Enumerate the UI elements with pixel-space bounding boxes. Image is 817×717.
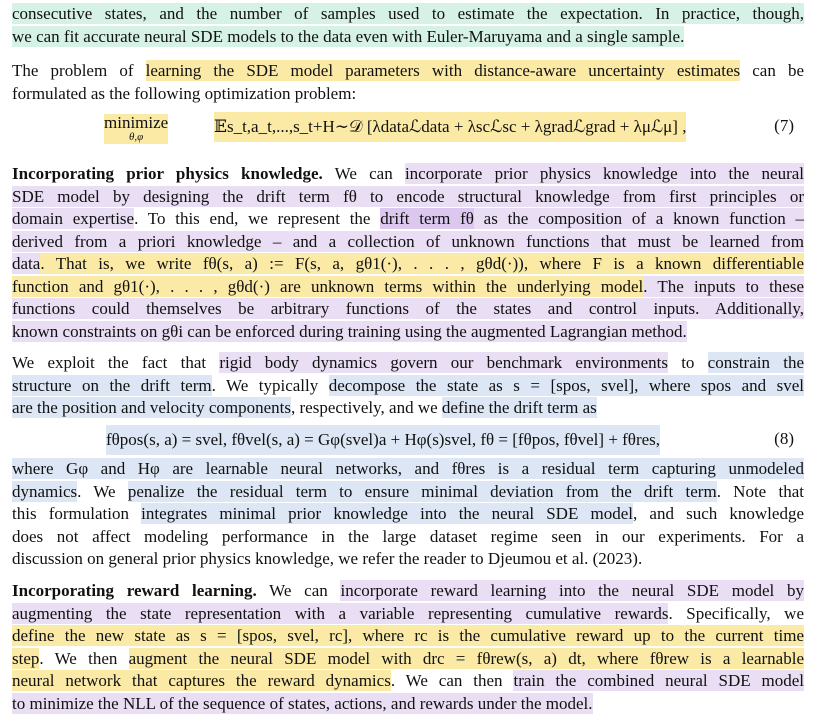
drift-equation-text: fθpos(s, a) = svel, fθvel(s, a) = Gφ(svel)a + Hφ(s)svel, fθ = [fθpos, fθvel] + fθres, [106,430,661,449]
text-line [12,481,804,504]
text-line [12,321,804,344]
text-line [12,603,804,626]
highlight-blue: structure on the drift term [12,375,212,395]
objective-text: 𝔼s_t,a_t,...,s_t+H∼𝒟 [λdataℒdata + λscℒsc + λgradℒgrad + λμℒμ] , [214,117,687,136]
plain-text: this formulation [12,504,142,523]
highlight-lavender: domain expertise [12,209,135,228]
equation-8 [12,425,804,453]
highlight-lavender: augmenting the state representation with a variable representing cumulative rewards [12,603,669,623]
highlight-blue: constrain the [707,353,804,372]
plain-text: formulated as the following optimization problem: [12,83,357,103]
equation-number: (8) [774,429,794,448]
highlight-lavender: . The inputs to these [643,276,804,296]
text-line [12,625,804,648]
text-line [12,3,804,26]
highlight-lavender: incorporate reward learning into the neural SDE model by [340,581,804,600]
highlight-blue: decompose the state as s = [spos, svel], where spos and svel [328,375,805,395]
highlight-yellow: step [12,648,40,668]
plain-text: We exploit the fact that [12,353,220,372]
highlight-blue: where Gφ and Hφ are learnable neural networks, and fθres is a residual term capturing unmodeled [12,459,804,478]
highlight-yellow: define the new state as s = [spos, svel, rc], where rc is the cumulative reward up to the current time [12,626,804,645]
minimize-subscript: θ,φ [128,131,144,143]
highlight-blue: penalize the residual term to ensure minimal deviation from the drift term [127,481,717,501]
highlight-teal: In practice, though, [642,4,804,23]
plain-text: . Specifically, we [668,603,804,623]
highlight-lavender: rigid body dynamics govern our benchmark environments [219,353,668,372]
highlight-lavender: functions could themselves be arbitrary functions of the states and control inputs. Additionally, [12,299,804,318]
plain-text: . We typically [211,375,329,395]
text-line [12,526,804,549]
paragraph-heading: Incorporating reward learning. [12,581,257,600]
text-line [12,276,804,299]
text-line [12,548,804,571]
minimize-label: minimize [104,113,169,132]
plain-text: We can [322,164,405,183]
highlight-lavender: incorporate prior physics knowledge into the neural [404,164,805,183]
plain-text: . To this end, we represent the [134,209,381,228]
text-line [12,670,804,693]
highlight-yellow: augment the neural SDE model with drc = fθrew(s, a) dt, where fθrew is a learnable [128,648,805,668]
highlight-yellow: . That is, we write fθ(s, a) := F(s, a, gθ1(·), . . . , gθd(·)), where F is a known differentiable [40,254,804,273]
plain-text: to [667,353,708,372]
plain-text: , respectively, and we [291,398,442,417]
highlight-lavender: data [12,254,41,273]
text-line [12,580,804,603]
text-line [12,208,804,231]
highlight-blue: integrates minimal prior knowledge into the neural SDE model [141,504,633,523]
text-line [12,231,804,254]
highlight-lavender: known constraints on gθi can be enforced during training using the augmented Lagrangian method. [12,321,687,341]
text-line [12,458,804,481]
plain-text: does not affect modeling performance in the large dataset regime seen in our experiments. For a [12,526,804,546]
minimize-operator [104,114,168,144]
highlight-teal: we can fit accurate neural SDE models to the data even with Euler-Maruyama and a single sample. [12,26,685,46]
highlight-blue: are the position and velocity components [12,398,292,417]
text-line [12,253,804,276]
text-line [12,186,804,209]
plain-text: can be [740,61,804,80]
highlight-yellow: neural network that captures the reward dynamics [12,671,391,690]
highlight-blue: dynamics [12,481,78,501]
plain-text: The problem of [12,61,146,80]
plain-text: We can [256,581,341,600]
plain-text: . We can then [390,671,514,690]
highlight-lavender: as the composition of a known function – [473,209,804,228]
paragraph-residual [12,458,804,571]
text-line [12,648,804,671]
paragraph-prior-physics [12,163,804,343]
highlight-purple: drift term fθ [380,209,474,228]
paragraph-rigid-body [12,352,804,420]
text-line [12,83,804,106]
plain-text: . Note that [716,481,804,501]
plain-text: discussion on general prior physics knowledge, we refer the reader to Djeumou et al. (2023). [12,549,643,568]
paragraph-reward-learning [12,580,804,715]
equation-7 [12,112,804,143]
highlight-lavender: to minimize the NLL of the sequence of states, actions, and rewards under the model. [12,693,593,713]
text-line [12,163,804,186]
paragraph-problem-formulation [12,60,804,105]
plain-text: . We [77,481,128,501]
highlight-yellow: function and gθ1(·), . . . , gθd(·) are unknown terms within the underlying model [12,276,644,296]
highlight-yellow: learning the SDE model parameters with distance-aware uncertainty estimates [145,61,741,80]
plain-text: , and such knowledge [633,504,804,523]
text-line [12,693,804,716]
highlight-lavender: derived from a priori knowledge – and a collection of unknown functions that must be learned from [12,231,804,251]
text-line [12,298,804,321]
equation-number: (7) [774,116,794,135]
plain-text: . We then [39,648,129,668]
highlight-lavender: train the combined neural SDE model [513,671,805,690]
text-line [12,26,804,49]
highlight-teal: consecutive states, and the number of samples used to estimate the expectation. [12,4,643,23]
paragraph-expectation [12,3,804,48]
highlight-lavender: SDE model by designing the drift term fθ to encode structural knowledge from first principles or [12,186,804,206]
text-line [12,397,804,420]
text-line [12,503,804,526]
paragraph-heading: Incorporating prior physics knowledge. [12,164,323,183]
text-line [12,352,804,375]
drift-equation [106,425,660,455]
objective-expression [214,112,686,142]
text-line [12,375,804,398]
highlight-blue: define the drift term as [441,398,597,417]
text-line [12,60,804,83]
